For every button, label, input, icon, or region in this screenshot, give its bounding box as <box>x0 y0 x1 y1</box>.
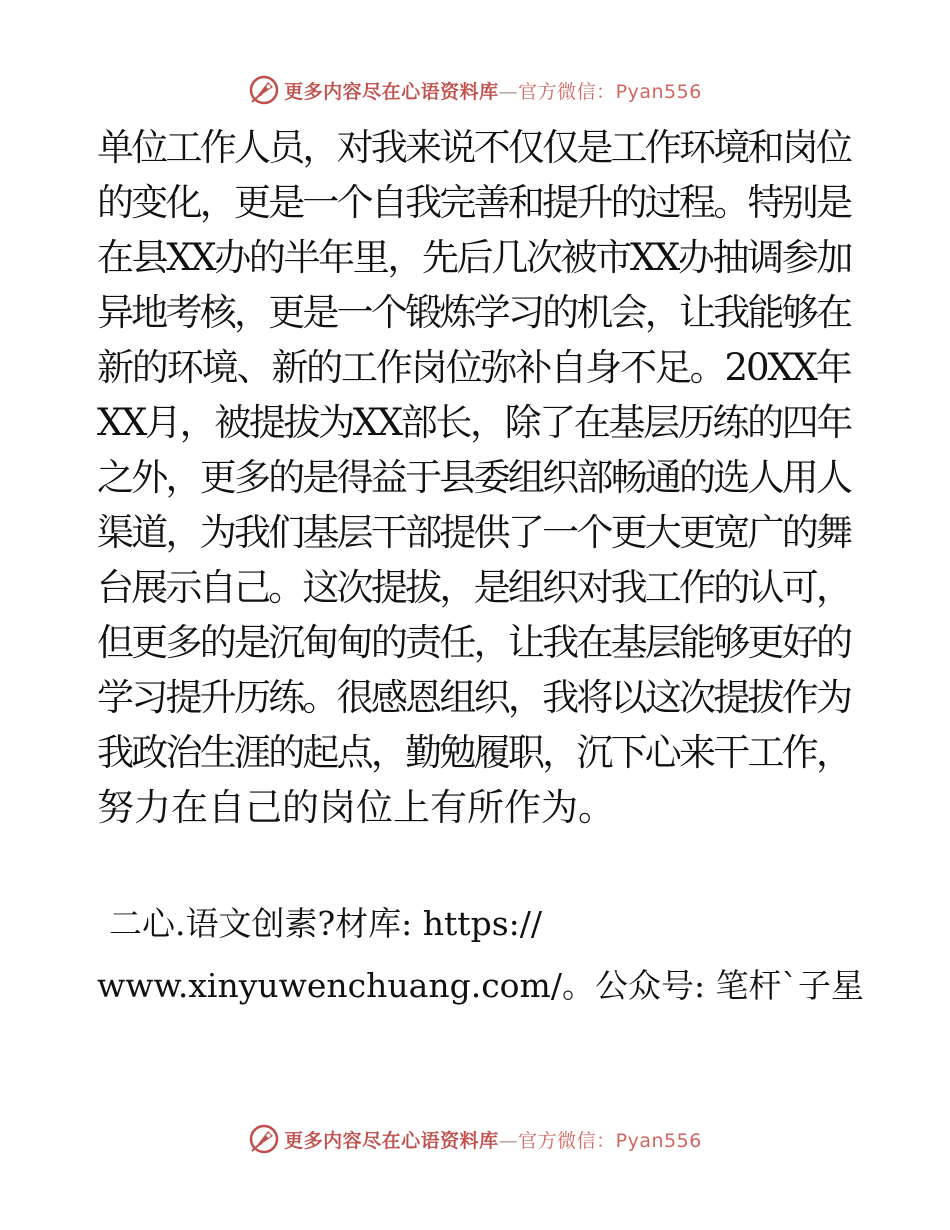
body-line: 的变化，更是一个自我完善和提升的过程。特别是 <box>97 181 851 224</box>
banner-dash: — <box>498 1129 519 1152</box>
header-banner-text <box>284 77 702 104</box>
body-line: 努力在自己的岗位上有所作为。 <box>97 786 615 829</box>
document-body <box>97 120 853 835</box>
banner-brand: 更多内容尽在心语资料库 <box>284 1129 499 1152</box>
body-line: 在县XX办的半年里，先后几次被市XX办抽调参加 <box>97 236 851 279</box>
body-line: 渠道，为我们基层干部提供了一个更大更宽广的舞 <box>97 511 851 554</box>
source-note <box>97 895 865 1014</box>
body-line: 单位工作人员，对我来说不仅仅是工作环境和岗位 <box>97 126 851 169</box>
footer-banner <box>0 1122 950 1156</box>
footer-banner-text <box>284 1126 702 1153</box>
banner-brand: 更多内容尽在心语资料库 <box>284 80 499 103</box>
source-note-line-1: 二心.语文创素?材库: https:// <box>109 904 542 943</box>
body-line: 我政治生涯的起点，勤勉履职，沉下心来干工作， <box>97 731 851 774</box>
source-note-line-2: www.xinyuwenchuang.com/。公众号: 笔杆`子星 <box>97 966 865 1005</box>
body-line: 异地考核，更是一个锻炼学习的机会，让我能够在 <box>97 291 851 334</box>
banner-wechat: 官方微信：Pyan556 <box>518 80 702 103</box>
body-line: 新的环境、新的工作岗位弥补自身不足。20XX年 <box>97 346 851 389</box>
pen-nib-logo-icon <box>248 1123 280 1155</box>
body-line: 但更多的是沉甸甸的责任，让我在基层能够更好的 <box>97 621 851 664</box>
body-line: 之外，更多的是得益于县委组织部畅通的选人用人 <box>97 456 851 499</box>
body-line: XX月，被提拔为XX部长，除了在基层历练的四年 <box>97 401 851 444</box>
banner-dash: — <box>498 80 519 103</box>
header-banner <box>0 73 950 107</box>
banner-wechat: 官方微信：Pyan556 <box>518 1129 702 1152</box>
pen-nib-logo-icon <box>248 74 280 106</box>
body-line: 学习提升历练。很感恩组织，我将以这次提拔作为 <box>97 676 851 719</box>
body-line: 台展示自己。这次提拔，是组织对我工作的认可， <box>97 566 851 609</box>
